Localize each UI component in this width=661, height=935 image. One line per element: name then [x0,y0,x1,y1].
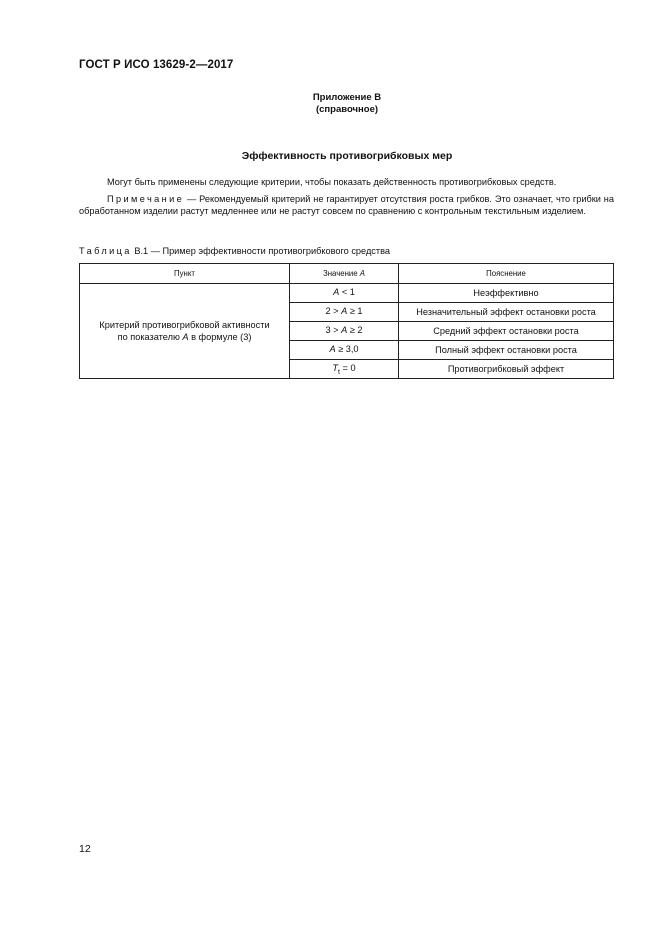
page-number: 12 [79,843,91,855]
criterion-line1: Критерий противогрибковой активности [99,320,270,330]
note-label: Примечание [107,194,185,204]
note-paragraph [79,194,614,217]
table-caption [79,246,390,256]
header-explanation: Пояснение [399,264,614,284]
value-cell: A < 1 [290,284,399,303]
appendix-title: Приложение В [312,92,382,103]
explanation-cell: Средний эффект остановки роста [399,322,614,341]
criterion-cell [80,284,290,379]
explanation-cell: Незначительный эффект остановки роста [399,303,614,322]
effectiveness-table [79,263,614,379]
paragraph: Могут быть применены следующие критерии, чтобы показать действенность противогрибковых средств. [107,177,557,187]
table-caption-label: Таблица [79,246,132,256]
table-header-row [80,264,614,284]
document-header: ГОСТ Р ИСО 13629-2—2017 [79,59,234,71]
criterion-line2: по показателю A в формуле (3) [117,332,252,342]
explanation-cell: Неэффективно [399,284,614,303]
table-caption-text: В.1 — Пример эффективности противогрибкового средства [131,246,390,256]
appendix-subtitle: (справочное) [315,104,379,115]
value-cell: $T_t = 0$ [290,360,399,379]
value-cell: A ≥ 3,0 [290,341,399,360]
appendix-heading [0,92,661,116]
section-title: Эффективность противогрибковых мер [241,150,453,162]
explanation-cell: Противогрибковый эффект [399,360,614,379]
note-text: — Рекомендуемый критерий не гарантирует отсутствия роста грибков. Это означает, что грибки на обработанном изделии растут медленнее или не растут совсем по сравнению с контрольным текстильным изделием. [79,194,614,216]
explanation-cell: Полный эффект остановки роста [399,341,614,360]
header-value: Значение A [290,264,399,284]
value-cell: 2 > A ≥ 1 [290,303,399,322]
value-cell: 3 > A ≥ 2 [290,322,399,341]
header-item: Пункт [80,264,290,284]
table-row [80,284,614,303]
